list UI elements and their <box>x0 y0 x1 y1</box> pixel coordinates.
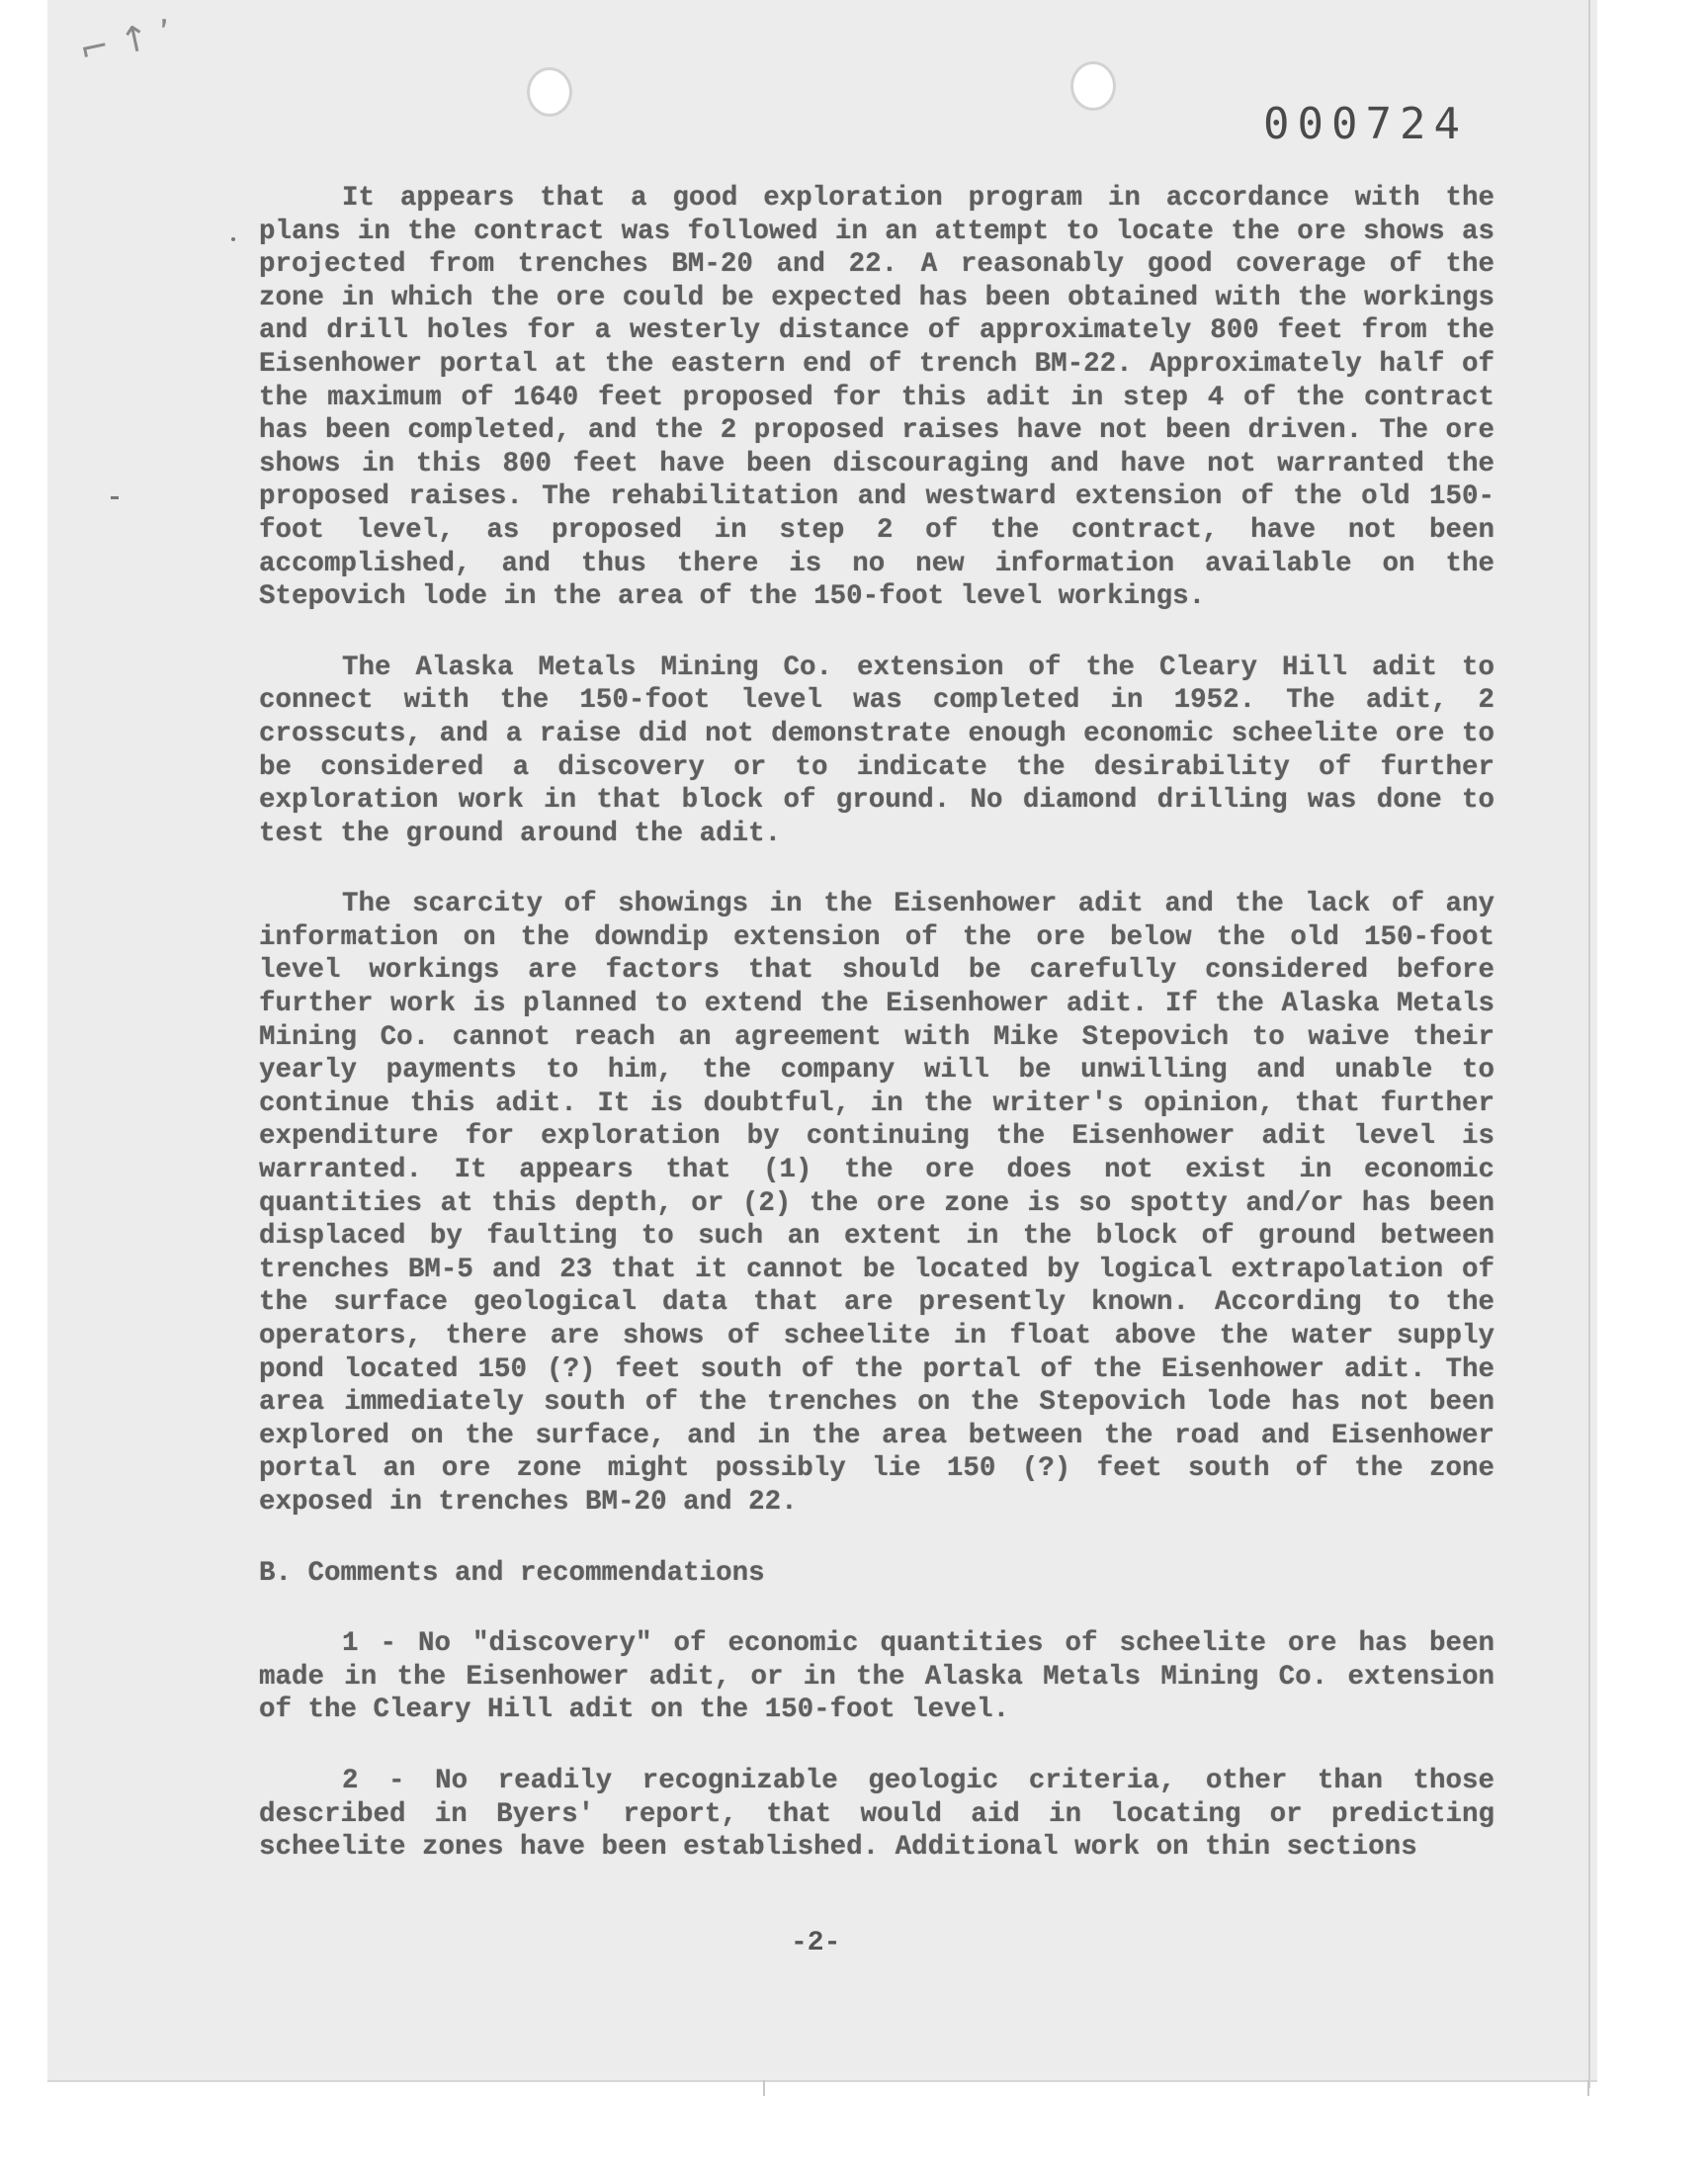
body-text <box>259 182 1494 1902</box>
recommendation-item: 2 - No readily recognizable geologic criteria, other than those described in Byers' report, that would aid in locating or predicting scheelite zones have been established. Additional work on thin sections <box>259 1765 1494 1864</box>
paragraph-cleary-hill-adit: The Alaska Metals Mining Co. extension of the Cleary Hill adit to connect with the 150-foot level was completed in 1952. The adit, 2 crosscuts, and a raise did not demonstrate enough economic scheelite ore to be considered a discovery or to indicate the desirability of further exploration work in that block of ground. No diamond drilling was done to test the ground around the adit. <box>259 652 1494 849</box>
document-number: 000724 <box>1263 99 1468 149</box>
stray-dot <box>231 237 235 241</box>
stray-mark <box>111 496 119 499</box>
section-heading: B. Comments and recommendations <box>259 1557 765 1589</box>
edge-tick <box>1587 2080 1589 2096</box>
punch-hole-right <box>1070 61 1116 111</box>
handwritten-corner-mark: ⌐ ↑ ʼ <box>75 12 176 72</box>
page-number: -2- <box>791 1928 841 1958</box>
edge-tick <box>763 2080 765 2096</box>
recommendation-item: 1 - No "discovery" of economic quantities of scheelite ore has been made in the Eisenhower adit, or in the Alaska Metals Mining Co. extension of the Cleary Hill adit on the 150-foot level. <box>259 1628 1494 1726</box>
paragraph-exploration-program: It appears that a good exploration program in accordance with the plans in the contract was followed in an attempt to locate the ore shows as projected from trenches BM-20 and 22. A reasonably good coverage of the zone in which the ore could be expected has been obtained with the workings and drill holes for a westerly distance of approximately 800 feet from the Eisenhower portal at the eastern end of trench BM-22. Approximately half of the maximum of 1640 feet proposed for this adit in step 4 of the contract has been completed, and the 2 proposed raises have not been driven. The ore shows in this 800 feet have been discouraging and have not warranted the proposed raises. The rehabilitation and westward extension of the old 150-foot level, as proposed in step 2 of the contract, have not been accomplished, and thus there is no new information available on the Stepovich lode in the area of the 150-foot level workings. <box>259 183 1494 613</box>
punch-hole-left <box>527 67 572 117</box>
paragraph-scarcity-of-showings: The scarcity of showings in the Eisenhower adit and the lack of any information on the downdip extension of the ore below the old 150-foot level workings are factors that should be carefully considered before further work is planned to extend the Eisenhower adit. If the Alaska Metals Mining Co. cannot reach an agreement with Mike Stepovich to waive their yearly payments to him, the company will be unwilling and unable to continue this adit. It is doubtful, in the writer's opinion, that further expenditure for exploration by continuing the Eisenhower adit level is warranted. It appears that (1) the ore does not exist in economic quantities at this depth, or (2) the ore zone is so spotty and/or has been displaced by faulting to such an extent in the block of ground between trenches BM-5 and 23 that it cannot be located by logical extrapolation of the surface geological data that are presently known. According to the operators, there are shows of scheelite in float above the water supply pond located 150 (?) feet south of the portal of the Eisenhower adit. The area immediately south of the trenches on the Stepovich lode has not been explored on the surface, and in the area between the road and Eisenhower portal an ore zone might possibly lie 150 (?) feet south of the zone exposed in trenches BM-20 and 22. <box>259 889 1494 1518</box>
page-edge <box>1588 0 1590 2088</box>
page-bottom-edge <box>47 2080 1597 2082</box>
